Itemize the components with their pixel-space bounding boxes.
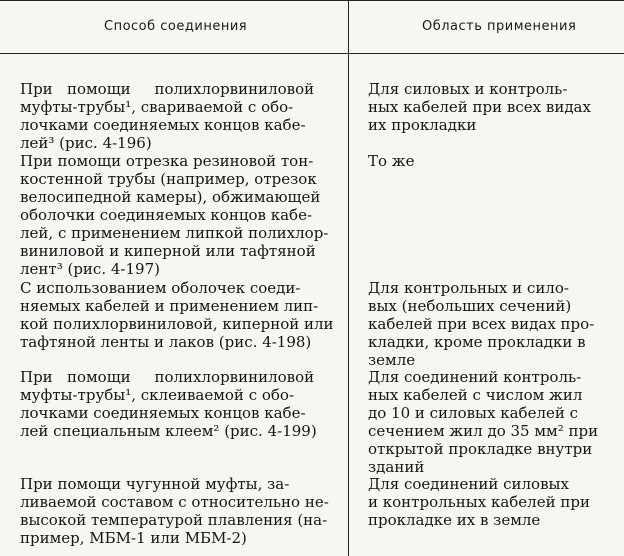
row-5-method: При помощи чугунной муфты, за- ливаемой составом с относительно не- высокой температурой плавления (на- пример, МБМ-1 или МБМ-2) bbox=[20, 475, 329, 547]
header-method: Способ соединения bbox=[104, 19, 248, 34]
row-3-method: С использованием оболочек соеди- няемых кабелей и применением лип- кой полихлорвиниловой, киперной или тафтяной ленты и лаков (рис. 4-198) bbox=[20, 279, 334, 351]
row-4-method: При помощи полихлорвиниловой муфты-трубы¹, склеиваемой с обо- лочками соединяемых концов кабе- лей специальным клеем² (рис. 4-199) bbox=[20, 368, 317, 440]
row-3-application: Для контрольных и сило- вых (небольших сечений) кабелей при всех видах про- кладки, кроме прокладки в земле bbox=[368, 279, 595, 369]
header-bottom-rule bbox=[0, 53, 624, 54]
row-4-application: Для соединений контроль- ных кабелей с числом жил до 10 и силовых кабелей с сечением жил до 35 мм² при открытой прокладке внутри зданий bbox=[368, 368, 599, 476]
table-top-rule bbox=[0, 0, 624, 1]
row-2-application: То же bbox=[368, 152, 415, 170]
header-application: Область применения bbox=[422, 19, 577, 34]
row-1-application: Для силовых и контроль- ных кабелей при всех видах их прокладки bbox=[368, 80, 591, 134]
row-2-method: При помощи отрезка резиновой тон- костенной трубы (например, отрезок велосипедной камеры), обжимающей оболочки соединяемых концов кабе- лей, с применением липкой полихлор- виниловой и киперной или тафтяной лент³ (рис. 4-197) bbox=[20, 152, 329, 278]
row-5-application: Для соединений силовых и контрольных кабелей при прокладке их в земле bbox=[368, 475, 590, 529]
row-1-method: При помощи полихлорвиниловой муфты-трубы¹, свариваемой с обо- лочками соединяемых концов кабе- лей³ (рис. 4-196) bbox=[20, 80, 315, 152]
column-divider bbox=[348, 0, 349, 556]
